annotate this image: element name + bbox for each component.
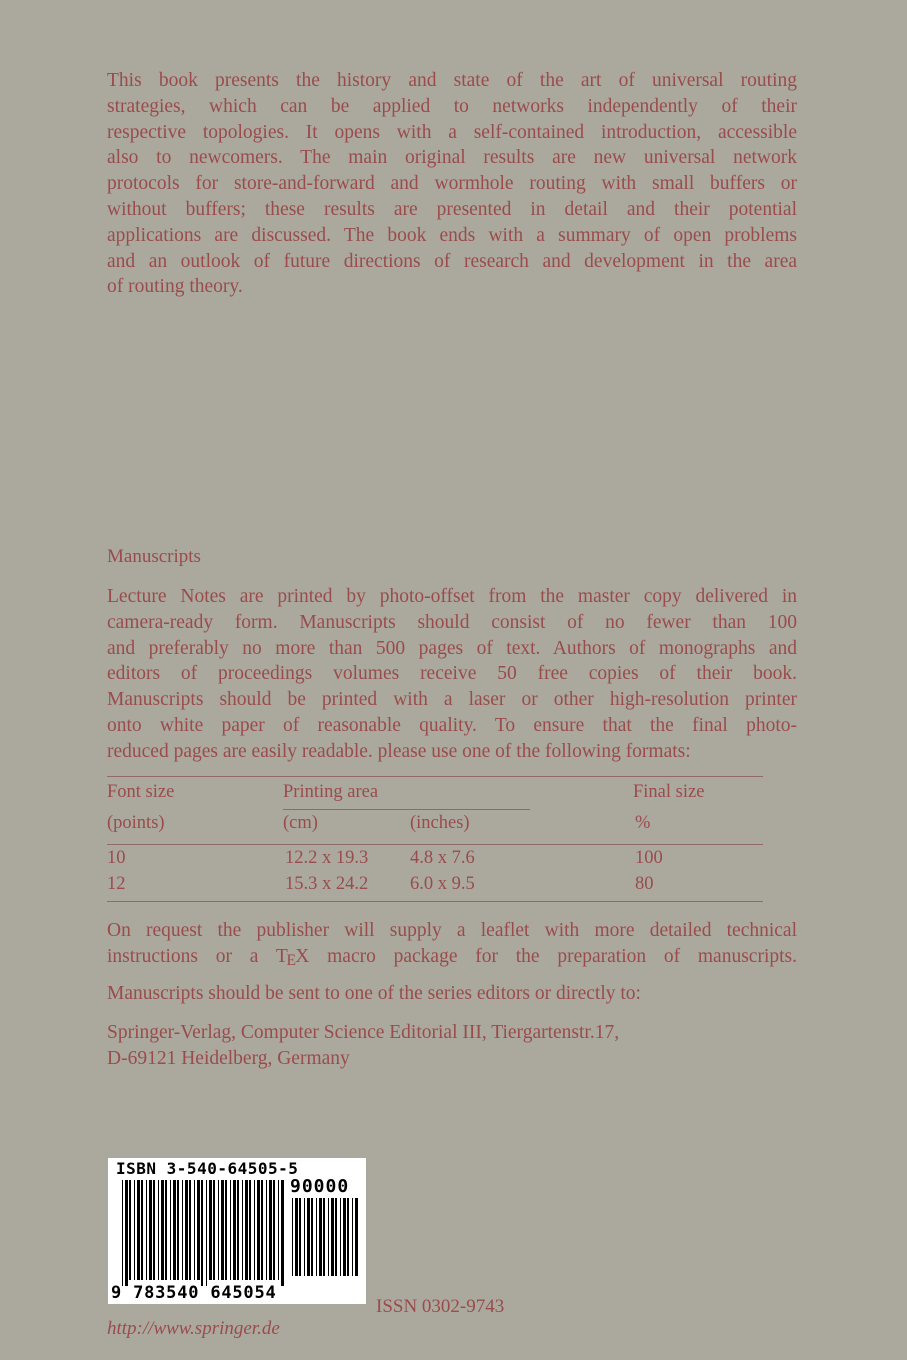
barcode-bar [292,1198,293,1276]
tex-x: X [295,945,310,967]
header-percent: % [635,813,651,833]
manuscripts-paragraph [107,584,797,765]
barcode-bar [311,1198,313,1276]
barcode-bar [323,1198,325,1276]
barcode-bar [134,1180,135,1280]
send-to-line: Manuscripts should be sent to one of the series editors or directly to: [107,983,641,1004]
barcode-bar [242,1180,243,1280]
manuscripts-line: onto white paper of reasonable quality. To ensure that the final photo- [107,714,797,736]
barcode-bar [319,1198,322,1276]
barcode-bar [307,1198,310,1276]
summary-line: This book presents the history and state of the art of universal routing [107,70,797,91]
barcode-bar [352,1198,353,1276]
barcode-bar [316,1198,317,1276]
barcode-bar [328,1198,329,1276]
barcode-bar [129,1180,131,1280]
tex-logo [275,945,310,970]
barcode-bar [158,1180,159,1280]
issn: ISSN 0302-9743 [376,1296,505,1317]
table-cell-cm: 15.3 x 24.2 [285,874,369,894]
tex-e: E [286,952,297,970]
barcode-bar [165,1180,167,1280]
request-text: instructions or a [107,945,276,967]
barcode-bar [281,1180,284,1286]
barcode-bar [343,1198,346,1276]
barcode-bar [261,1180,263,1280]
barcode-addon-digits: 90000 [290,1176,350,1197]
barcode-bar [213,1180,215,1280]
tex-t: T [275,945,288,967]
barcode-bar [340,1198,341,1276]
header-final-size: Final size [633,782,705,802]
publisher-url[interactable]: http://www.springer.de [107,1318,280,1339]
barcode-bar [141,1180,143,1280]
header-cm: (cm) [283,813,318,833]
barcode-bar [269,1180,272,1280]
barcode-bar [218,1180,219,1280]
barcode-ean-digits: 9 783540 645054 [111,1283,277,1303]
summary-line: and an outlook of future directions of research and development in the area [107,250,797,272]
manuscripts-line: Manuscripts should be printed with a laser or other high-resolution printer [107,689,797,711]
table-header-rule [107,844,763,845]
summary-line: applications are discussed. The book ends with a summary of open problems [107,224,797,246]
barcode-bar [161,1180,164,1280]
printing-area-rule [283,809,530,810]
barcode-bar [273,1180,275,1280]
barcode-bar [347,1198,349,1276]
manuscripts-line: reduced pages are easily readable. please use one of the following formats: [107,740,691,762]
manuscripts-line: and preferably no more than 500 pages of text. Authors of monographs and [107,637,797,659]
summary-line: strategies, which can be applied to networks independently of their [107,95,797,117]
header-font-size: Font size [107,782,175,802]
summary-line: without buffers; these results are presented in detail and their potential [107,198,797,220]
barcode-bar [125,1180,128,1286]
request-paragraph [107,918,797,971]
barcode-bar [149,1180,152,1280]
barcode-bar [221,1180,224,1280]
barcode-bar [206,1180,207,1286]
table-bottom-rule [107,901,763,902]
request-line-2 [107,944,797,971]
manuscripts-heading: Manuscripts [107,546,201,567]
barcode-bar [257,1180,260,1280]
manuscripts-line: editors of proceedings volumes receive 50 free copies of their book. [107,663,797,685]
request-text: macro package for the preparation of manuscripts. [309,945,797,967]
table-cell-font: 12 [107,874,126,894]
barcode-bar [201,1180,203,1286]
header-printing-area: Printing area [283,782,379,802]
summary-line: also to newcomers. The main original results are new universal network [107,147,797,169]
barcode-bar [249,1180,251,1280]
barcode-bar [189,1180,191,1280]
barcode-bar [185,1180,188,1280]
barcode-bar [245,1180,248,1280]
isbn-label: ISBN 3-540-64505-5 [116,1159,299,1178]
barcode-bar [230,1180,231,1280]
barcode-bar [170,1180,171,1280]
barcode-bar [177,1180,179,1280]
summary-line: respective topologies. It opens with a self-contained introduction, accessible [107,121,797,143]
barcode-bar [304,1198,305,1276]
summary-line: of routing theory. [107,276,243,298]
table-top-rule [107,776,763,777]
header-points: (points) [107,813,165,833]
barcode-bar [237,1180,239,1280]
publisher-address [107,1020,797,1072]
barcode-bars-addon [292,1198,360,1282]
manuscripts-line: camera-ready form. Manuscripts should consist of no fewer than 100 [107,611,797,633]
barcode-bar [173,1180,176,1280]
address-line-2: D-69121 Heidelberg, Germany [107,1047,350,1069]
barcode [108,1158,366,1304]
table-cell-cm: 12.2 x 19.3 [285,848,369,868]
barcode-bar [335,1198,337,1276]
barcode-bar [331,1198,334,1276]
table-cell-inches: 6.0 x 9.5 [410,874,475,894]
table-cell-inches: 4.8 x 7.6 [410,848,475,868]
manuscripts-line: Lecture Notes are printed by photo-offset from the master copy delivered in [107,586,797,607]
header-inches: (inches) [410,813,470,833]
barcode-bar [209,1180,212,1280]
table-cell-font: 10 [107,848,126,868]
table-cell-final: 100 [635,848,663,868]
barcode-bar [153,1180,155,1280]
barcode-bar [225,1180,227,1280]
barcode-bar [194,1180,195,1280]
barcode-bar [182,1180,183,1280]
table-cell-final: 80 [635,874,654,894]
barcode-bar [299,1198,301,1276]
request-line-1: On request the publisher will supply a leaflet with more detailed technical [107,920,797,941]
barcode-bar [355,1198,358,1276]
summary-line: protocols for store-and-forward and wormhole routing with small buffers or [107,173,797,195]
barcode-bar [266,1180,267,1280]
barcode-bar [137,1180,140,1280]
barcode-bars-main [122,1180,286,1286]
barcode-bar [197,1180,200,1280]
address-line-1: Springer-Verlag, Computer Science Editorial III, Tiergartenstr.17, [107,1022,620,1043]
barcode-bar [254,1180,255,1280]
barcode-bar [122,1180,123,1286]
barcode-bar [278,1180,279,1280]
summary-paragraph [107,68,797,300]
barcode-bar [295,1198,298,1276]
barcode-bar [146,1180,147,1280]
barcode-bar [233,1180,236,1280]
